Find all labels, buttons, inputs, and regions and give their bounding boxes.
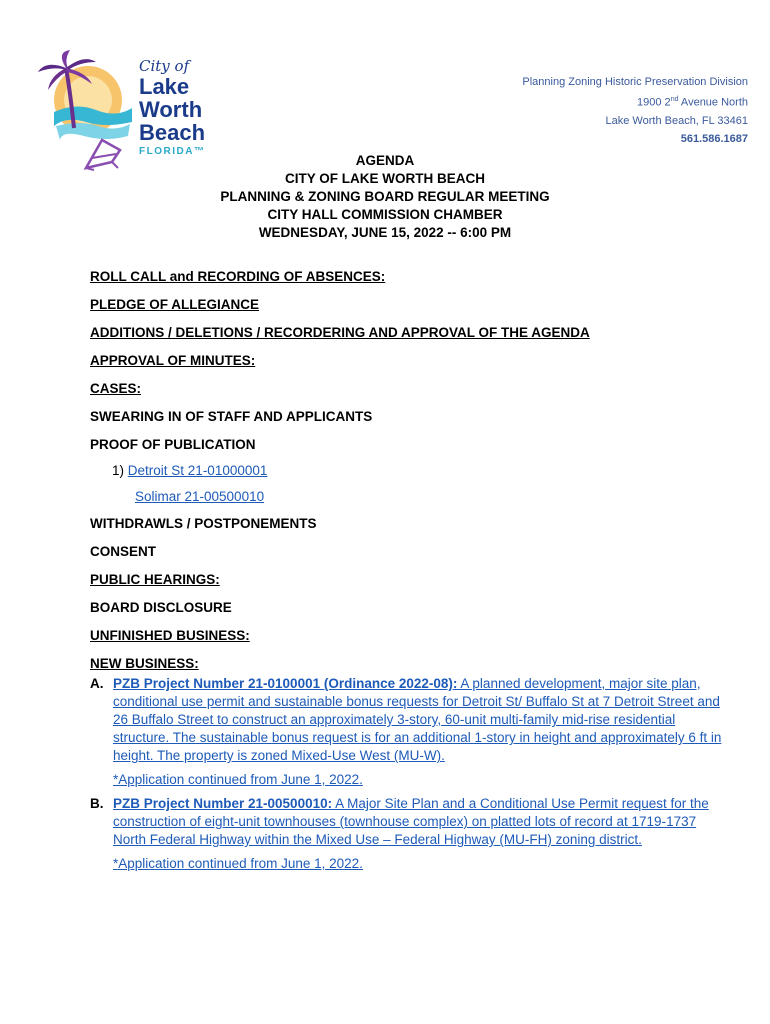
agenda-list	[90, 268, 730, 873]
logo-name-line1: Lake Worth	[139, 74, 203, 122]
proof-item-1	[90, 462, 730, 488]
agenda-title	[0, 152, 770, 242]
contact-block	[522, 73, 748, 148]
agenda-public-hearings: PUBLIC HEARINGS:	[90, 572, 220, 587]
case-a-text: A planned development, major site plan, conditional use permit and sustainable bonus requests for Detroit St/ Buffalo St at 7 Detroit Street and 26 Buffalo Street to construct an approximately 3-story, 60-unit multi-family mid-rise residential structure. The sustainable bonus request is for an additional 1-story in height and approximately 6 ft in height. The property is zoned Mixed-Use West (MU-W).	[113, 676, 722, 763]
proof-item-2	[90, 488, 730, 515]
case-letter: A.	[90, 676, 104, 691]
case-letter: B.	[90, 796, 104, 811]
link-detroit-st[interactable]: Detroit St 21-01000001	[127, 463, 268, 478]
agenda-cases: CASES:	[90, 381, 142, 396]
agenda-consent: CONSENT	[90, 544, 157, 559]
agenda-pledge: PLEDGE OF ALLEGIANCE	[90, 297, 260, 312]
agenda-additions: ADDITIONS / DELETIONS / RECORDERING AND APPROVAL OF THE AGENDA	[90, 325, 590, 340]
street-address	[522, 91, 748, 112]
address-number: 1900 2	[637, 96, 671, 109]
proof-item-number: 1)	[112, 463, 125, 478]
logo-name-line2: Beach	[139, 120, 206, 145]
address-ordinal: nd	[670, 96, 679, 103]
title-line-2: CITY OF LAKE WORTH BEACH	[285, 171, 485, 186]
agenda-new-business: NEW BUSINESS:	[90, 656, 199, 671]
case-a-link[interactable]	[113, 675, 730, 765]
case-a-title: PZB Project Number 21-0100001 (Ordinance 2022-08):	[113, 676, 458, 691]
case-b	[90, 795, 730, 873]
link-solimar[interactable]: Solimar 21-00500010	[135, 489, 265, 504]
logo-city-of: City of	[139, 57, 190, 75]
case-b-title: PZB Project Number 21-00500010:	[113, 796, 333, 811]
address-street: Avenue North	[678, 96, 748, 109]
city-line: Lake Worth Beach, FL 33461	[605, 114, 748, 127]
case-b-link[interactable]	[113, 795, 730, 849]
title-line-3: PLANNING & ZONING BOARD REGULAR MEETING	[220, 189, 550, 204]
case-a	[90, 675, 730, 789]
agenda-minutes: APPROVAL OF MINUTES:	[90, 353, 256, 368]
agenda-swearing: SWEARING IN OF STAFF AND APPLICANTS	[90, 409, 373, 424]
title-line-4: CITY HALL COMMISSION CHAMBER	[267, 207, 503, 222]
case-a-note[interactable]: *Application continued from June 1, 2022.	[113, 772, 363, 787]
case-b-text: A Major Site Plan and a Conditional Use Permit request for the construction of eight-unit townhouses (townhouse complex) on platted lots of record at 1719-1737 North Federal Highway within the Mixed Use – Federal Highway (MU-FH) zoning district.	[113, 796, 709, 847]
agenda-unfinished: UNFINISHED BUSINESS:	[90, 628, 250, 643]
phone-number: 561.586.1687	[680, 132, 748, 145]
logo-wordmark	[139, 58, 256, 157]
title-line-1: AGENDA	[355, 153, 415, 168]
agenda-proof: PROOF OF PUBLICATION	[90, 437, 256, 452]
title-line-5: WEDNESDAY, JUNE 15, 2022 -- 6:00 PM	[258, 225, 512, 240]
logo-state: FLORIDA™	[139, 146, 206, 157]
agenda-withdrawls: WITHDRAWLS / POSTPONEMENTS	[90, 516, 317, 531]
division-name: Planning Zoning Historic Preservation Division	[522, 76, 748, 88]
case-b-note[interactable]: *Application continued from June 1, 2022.	[113, 856, 363, 871]
agenda-board-disclosure: BOARD DISCLOSURE	[90, 600, 232, 615]
agenda-roll-call: ROLL CALL and RECORDING OF ABSENCES:	[90, 269, 386, 284]
